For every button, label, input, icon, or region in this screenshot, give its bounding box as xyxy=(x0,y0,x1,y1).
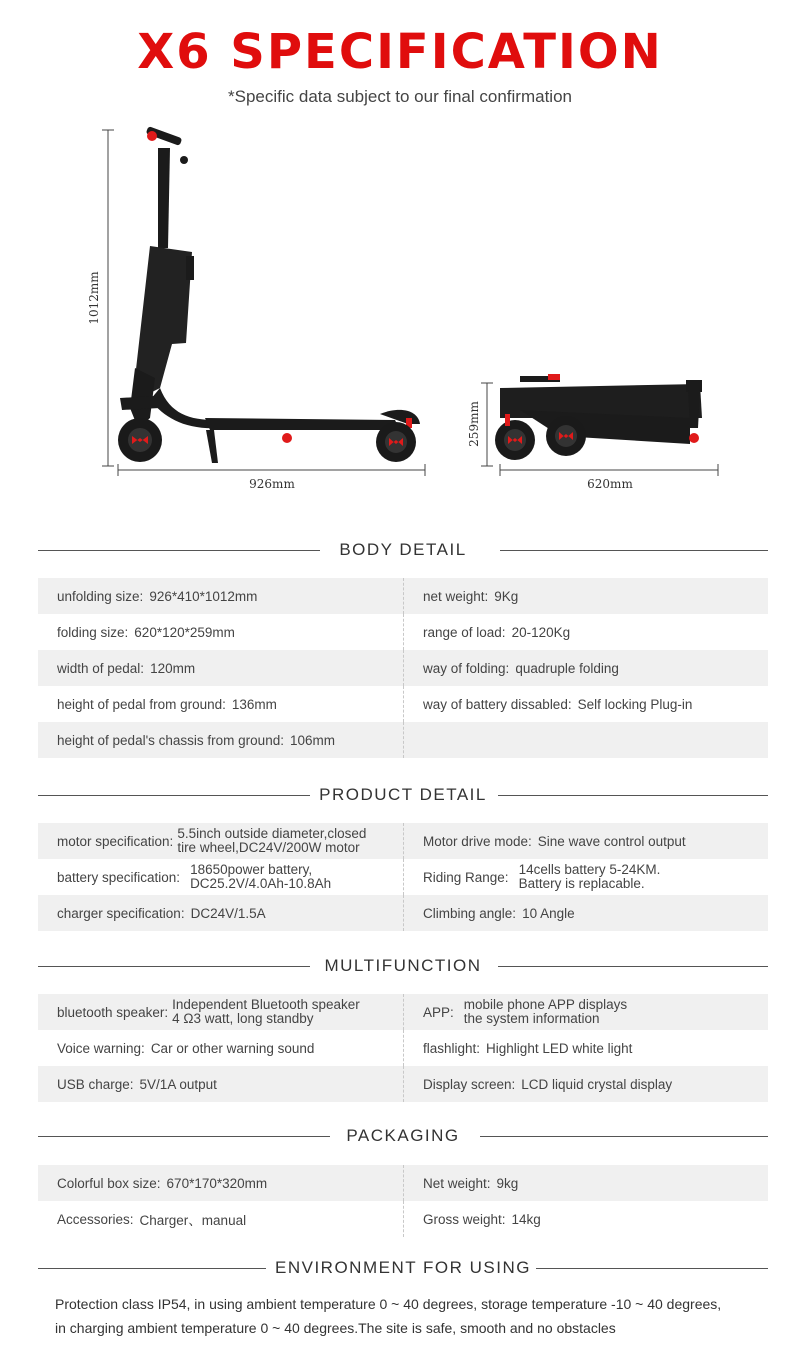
spec-key: height of pedal from ground: xyxy=(57,696,226,712)
environment-description xyxy=(55,1292,775,1340)
folded-length-dimension-label: 620mm xyxy=(587,477,633,491)
spec-value-line2: tire wheel,DC24V/200W motor xyxy=(177,840,360,855)
section-header-environment xyxy=(38,1258,768,1278)
table-row xyxy=(38,895,768,931)
spec-value-line2: 4 Ω3 watt, long standby xyxy=(172,1011,314,1026)
spec-key: bluetooth speaker: xyxy=(57,1004,169,1020)
spec-key: Motor drive mode: xyxy=(423,833,532,849)
table-row xyxy=(38,1165,768,1201)
spec-value: 670*170*320mm xyxy=(166,1175,268,1191)
section-title: PACKAGING xyxy=(346,1126,460,1145)
table-row xyxy=(38,1066,768,1102)
spec-key: battery specification: xyxy=(57,869,181,885)
spec-value: 106mm xyxy=(289,732,335,748)
length-dimension-label: 926mm xyxy=(249,477,295,491)
spec-value: 926*410*1012mm xyxy=(149,588,258,604)
divider-line xyxy=(500,550,768,551)
spec-key: height of pedal's chassis from ground: xyxy=(57,732,284,748)
spec-key: APP: xyxy=(423,1004,454,1020)
spec-value: 9kg xyxy=(496,1175,519,1191)
spec-value: Sine wave control output xyxy=(537,833,686,849)
environment-line-1: Protection class IP54, in using ambient temperature 0 ~ 40 degrees, storage temperature -10 ~ 40 degrees, xyxy=(55,1296,722,1312)
table-row xyxy=(38,823,768,859)
spec-value: Car or other warning sound xyxy=(150,1040,315,1056)
spec-key: net weight: xyxy=(423,588,489,604)
section-title: MULTIFUNCTION xyxy=(324,956,482,975)
folded-height-dimension-label: 259mm xyxy=(467,401,481,447)
table-row xyxy=(38,859,768,895)
spec-value: Highlight LED white light xyxy=(486,1040,633,1056)
spec-key: charger specification: xyxy=(57,905,185,921)
table-row xyxy=(38,722,768,758)
scooter-unfolded xyxy=(118,126,420,463)
spec-key: flashlight: xyxy=(423,1040,481,1056)
spec-key: Gross weight: xyxy=(423,1211,506,1227)
table-row xyxy=(38,686,768,722)
spec-key: unfolding size: xyxy=(57,588,144,604)
scooter-folded xyxy=(495,374,702,460)
spec-value: LCD liquid crystal display xyxy=(521,1076,673,1092)
packaging-table xyxy=(38,1165,768,1237)
environment-line-2: in charging ambient temperature 0 ~ 40 degrees.The site is safe, smooth and no obstacles xyxy=(55,1320,616,1336)
spec-value: 14kg xyxy=(511,1211,541,1227)
section-title: BODY DETAIL xyxy=(339,540,467,559)
section-header-body-detail xyxy=(38,540,768,560)
spec-value: 9Kg xyxy=(494,588,519,604)
spec-value: 136mm xyxy=(231,696,277,712)
section-header-product-detail xyxy=(38,785,768,805)
multifunction-table xyxy=(38,994,768,1102)
product-detail-table xyxy=(38,823,768,931)
body-detail-table xyxy=(38,578,768,758)
table-row xyxy=(38,650,768,686)
table-row xyxy=(38,994,768,1030)
spec-key: width of pedal: xyxy=(57,660,145,676)
spec-key: way of battery dissabled: xyxy=(423,696,572,712)
length-dimension-line xyxy=(118,464,425,476)
spec-value: Self locking Plug-in xyxy=(577,696,693,712)
divider-line xyxy=(498,795,768,796)
spec-key: USB charge: xyxy=(57,1076,134,1092)
spec-value-line2: the system information xyxy=(463,1011,600,1026)
spec-key: Voice warning: xyxy=(57,1040,145,1056)
table-row xyxy=(38,1030,768,1066)
spec-value-line1: 14cells battery 5-24KM. xyxy=(518,862,661,877)
spec-value-line2: DC25.2V/4.0Ah-10.8Ah xyxy=(190,876,332,891)
table-row xyxy=(38,578,768,614)
spec-key: Riding Range: xyxy=(423,869,509,885)
divider-line xyxy=(498,966,768,967)
spec-value: quadruple folding xyxy=(515,660,619,676)
section-title: PRODUCT DETAIL xyxy=(319,785,487,804)
spec-value-line1: Independent Bluetooth speaker xyxy=(172,997,360,1012)
folded-height-dimension-line xyxy=(481,383,493,466)
spec-value-line1: 18650power battery, xyxy=(190,862,313,877)
divider-line xyxy=(536,1268,768,1269)
section-header-multifunction xyxy=(38,956,768,976)
spec-value-line1: 5.5inch outside diameter,closed xyxy=(177,826,367,841)
spec-value-line1: mobile phone APP displays xyxy=(463,997,628,1012)
spec-value-line2: Battery is replacable. xyxy=(518,876,645,891)
height-dimension-label: 1012mm xyxy=(87,271,101,325)
spec-value: 120mm xyxy=(150,660,196,676)
table-row xyxy=(38,1201,768,1237)
spec-value: 20-120Kg xyxy=(511,624,571,640)
spec-value: 5V/1A output xyxy=(139,1076,217,1092)
spec-key: Net weight: xyxy=(423,1175,491,1191)
divider-line xyxy=(480,1136,768,1137)
spec-key: Colorful box size: xyxy=(57,1175,161,1191)
spec-key: motor specification: xyxy=(57,833,174,849)
spec-value: 10 Angle xyxy=(522,905,575,921)
folded-length-dimension-line xyxy=(500,464,718,476)
spec-value: Charger、manual xyxy=(139,1213,247,1228)
spec-key: way of folding: xyxy=(423,660,510,676)
spec-key: Display screen: xyxy=(423,1076,516,1092)
scooter-dimension-figure xyxy=(0,118,800,508)
spec-key: Accessories: xyxy=(57,1211,134,1227)
spec-value: DC24V/1.5A xyxy=(190,905,266,921)
height-dimension-line xyxy=(102,130,114,466)
section-title: ENVIRONMENT FOR USING xyxy=(275,1258,531,1277)
spec-key: folding size: xyxy=(57,624,129,640)
spec-key: range of load: xyxy=(423,624,506,640)
page-subtitle: *Specific data subject to our final confirmation xyxy=(228,87,572,106)
spec-key: Climbing angle: xyxy=(423,905,517,921)
page-title: X6 SPECIFICATION xyxy=(137,24,663,80)
table-row xyxy=(38,614,768,650)
spec-value: 620*120*259mm xyxy=(134,624,235,640)
section-header-packaging xyxy=(38,1126,768,1146)
